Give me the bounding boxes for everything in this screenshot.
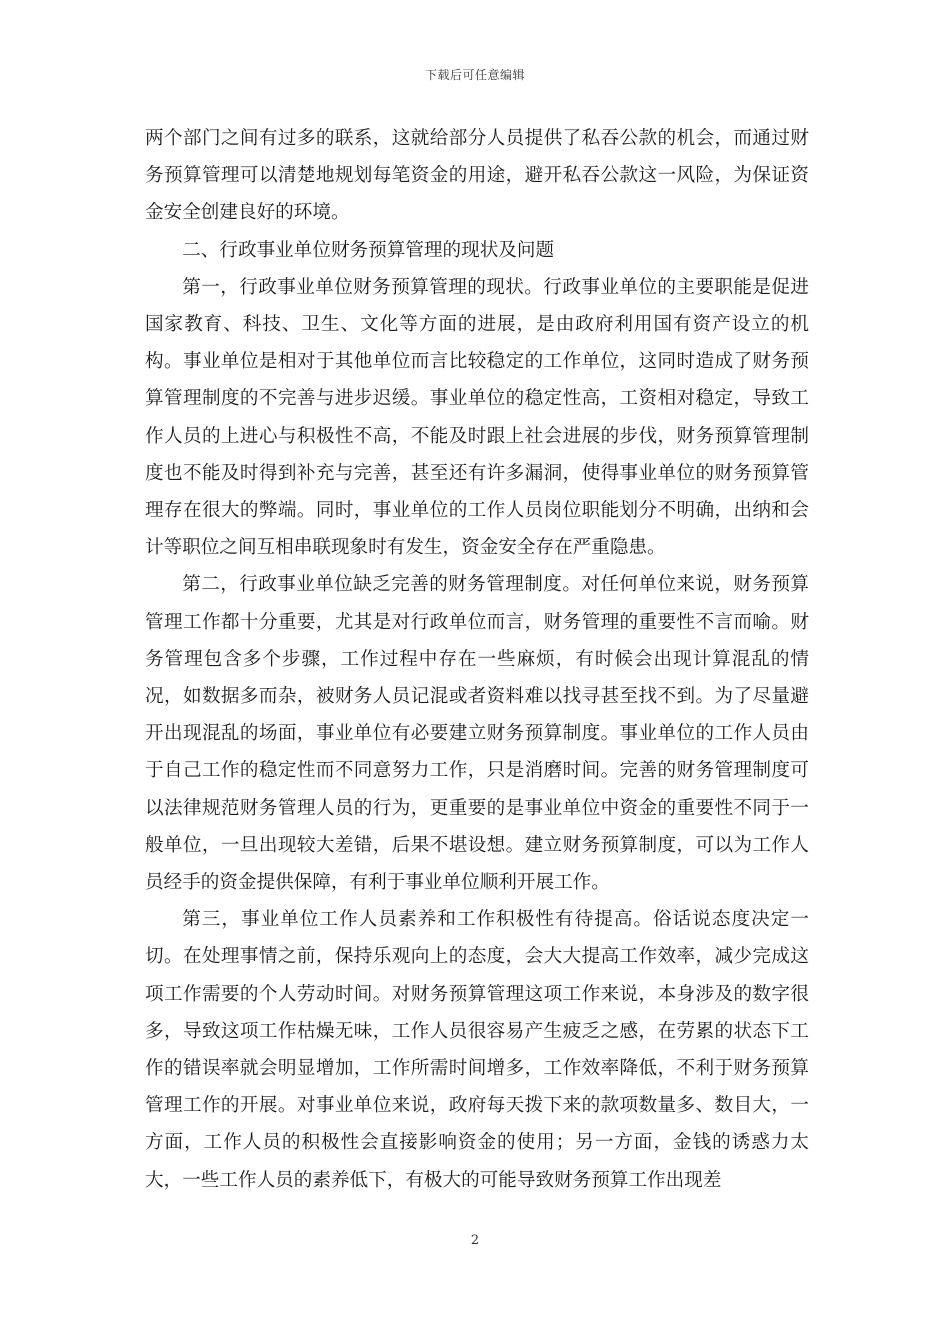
page-header-note: 下载后可任意编辑 [424, 68, 525, 82]
paragraph-first-point: 第一，行政事业单位财务预算管理的现状。行政事业单位的主要职能是促进国家教育、科技、卫生、文化等方面的进展，是由政府利用国有资产设立的机构。事业单位是相对于其他单位而言比较稳定的工作单位，这同时造成了财务预算管理制度的不完善与进步迟缓。事业单位的稳定性高，工资相对稳定，导致工作人员的上进心与积极性不高，不能及时跟上社会进展的步伐，财务预算管理制度也不能及时得到补充与完善，甚至还有许多漏洞，使得事业单位的财务预算管理存在很大的弊端。同时，事业单位的工作人员岗位职能划分不明确，出纳和会计等职位之间互相串联现象时有发生，资金安全存在严重隐患。 [145, 276, 809, 559]
paragraph-third-point: 第三，事业单位工作人员素养和工作积极性有待提高。俗话说态度决定一切。在处理事情之前，保持乐观向上的态度，会大大提高工作效率，减少完成这项工作需要的个人劳动时间。对财务预算管理这项工作来说，本身涉及的数字很多，导致这项工作枯燥无味，工作人员很容易产生疲乏之感，在劳累的状态下工作的错误率就会明显增加，工作所需时间增多，工作效率降低，不利于财务预算管理工作的开展。对事业单位来说，政府每天拨下来的款项数量多、数目大，一方面，工作人员的积极性会直接影响资金的使用；另一方面，金钱的诱惑力太大，一些工作人员的素养低下，有极大的可能导致财务预算工作出现差 [145, 909, 809, 1191]
section-heading: 二、行政事业单位财务预算管理的现状及问题 [182, 239, 555, 261]
document-body [145, 120, 809, 1199]
page-number: 2 [470, 1233, 480, 1248]
paragraph-second-point: 第二，行政事业单位缺乏完善的财务管理制度。对任何单位来说，财务预算管理工作都十分重要，尤其是对行政单位而言，财务管理的重要性不言而喻。财务管理包含多个步骤，工作过程中存在一些麻烦，有时候会出现计算混乱的情况，如数据多而杂，被财务人员记混或者资料难以找寻甚至找不到。为了尽量避开出现混乱的场面，事业单位有必要建立财务预算制度。事业单位的工作人员由于自己工作的稳定性而不同意努力工作，只是消磨时间。完善的财务管理制度可以法律规范财务管理人员的行为，更重要的是事业单位中资金的重要性不同于一般单位，一旦出现较大差错，后果不堪设想。建立财务预算制度，可以为工作人员经手的资金提供保障，有利于事业单位顺利开展工作。 [145, 574, 809, 894]
paragraph-continuation: 两个部门之间有过多的联系，这就给部分人员提供了私吞公款的机会，而通过财务预算管理可以清楚地规划每笔资金的用途，避开私吞公款这一风险，为保证资金安全创建良好的环境。 [145, 128, 809, 224]
